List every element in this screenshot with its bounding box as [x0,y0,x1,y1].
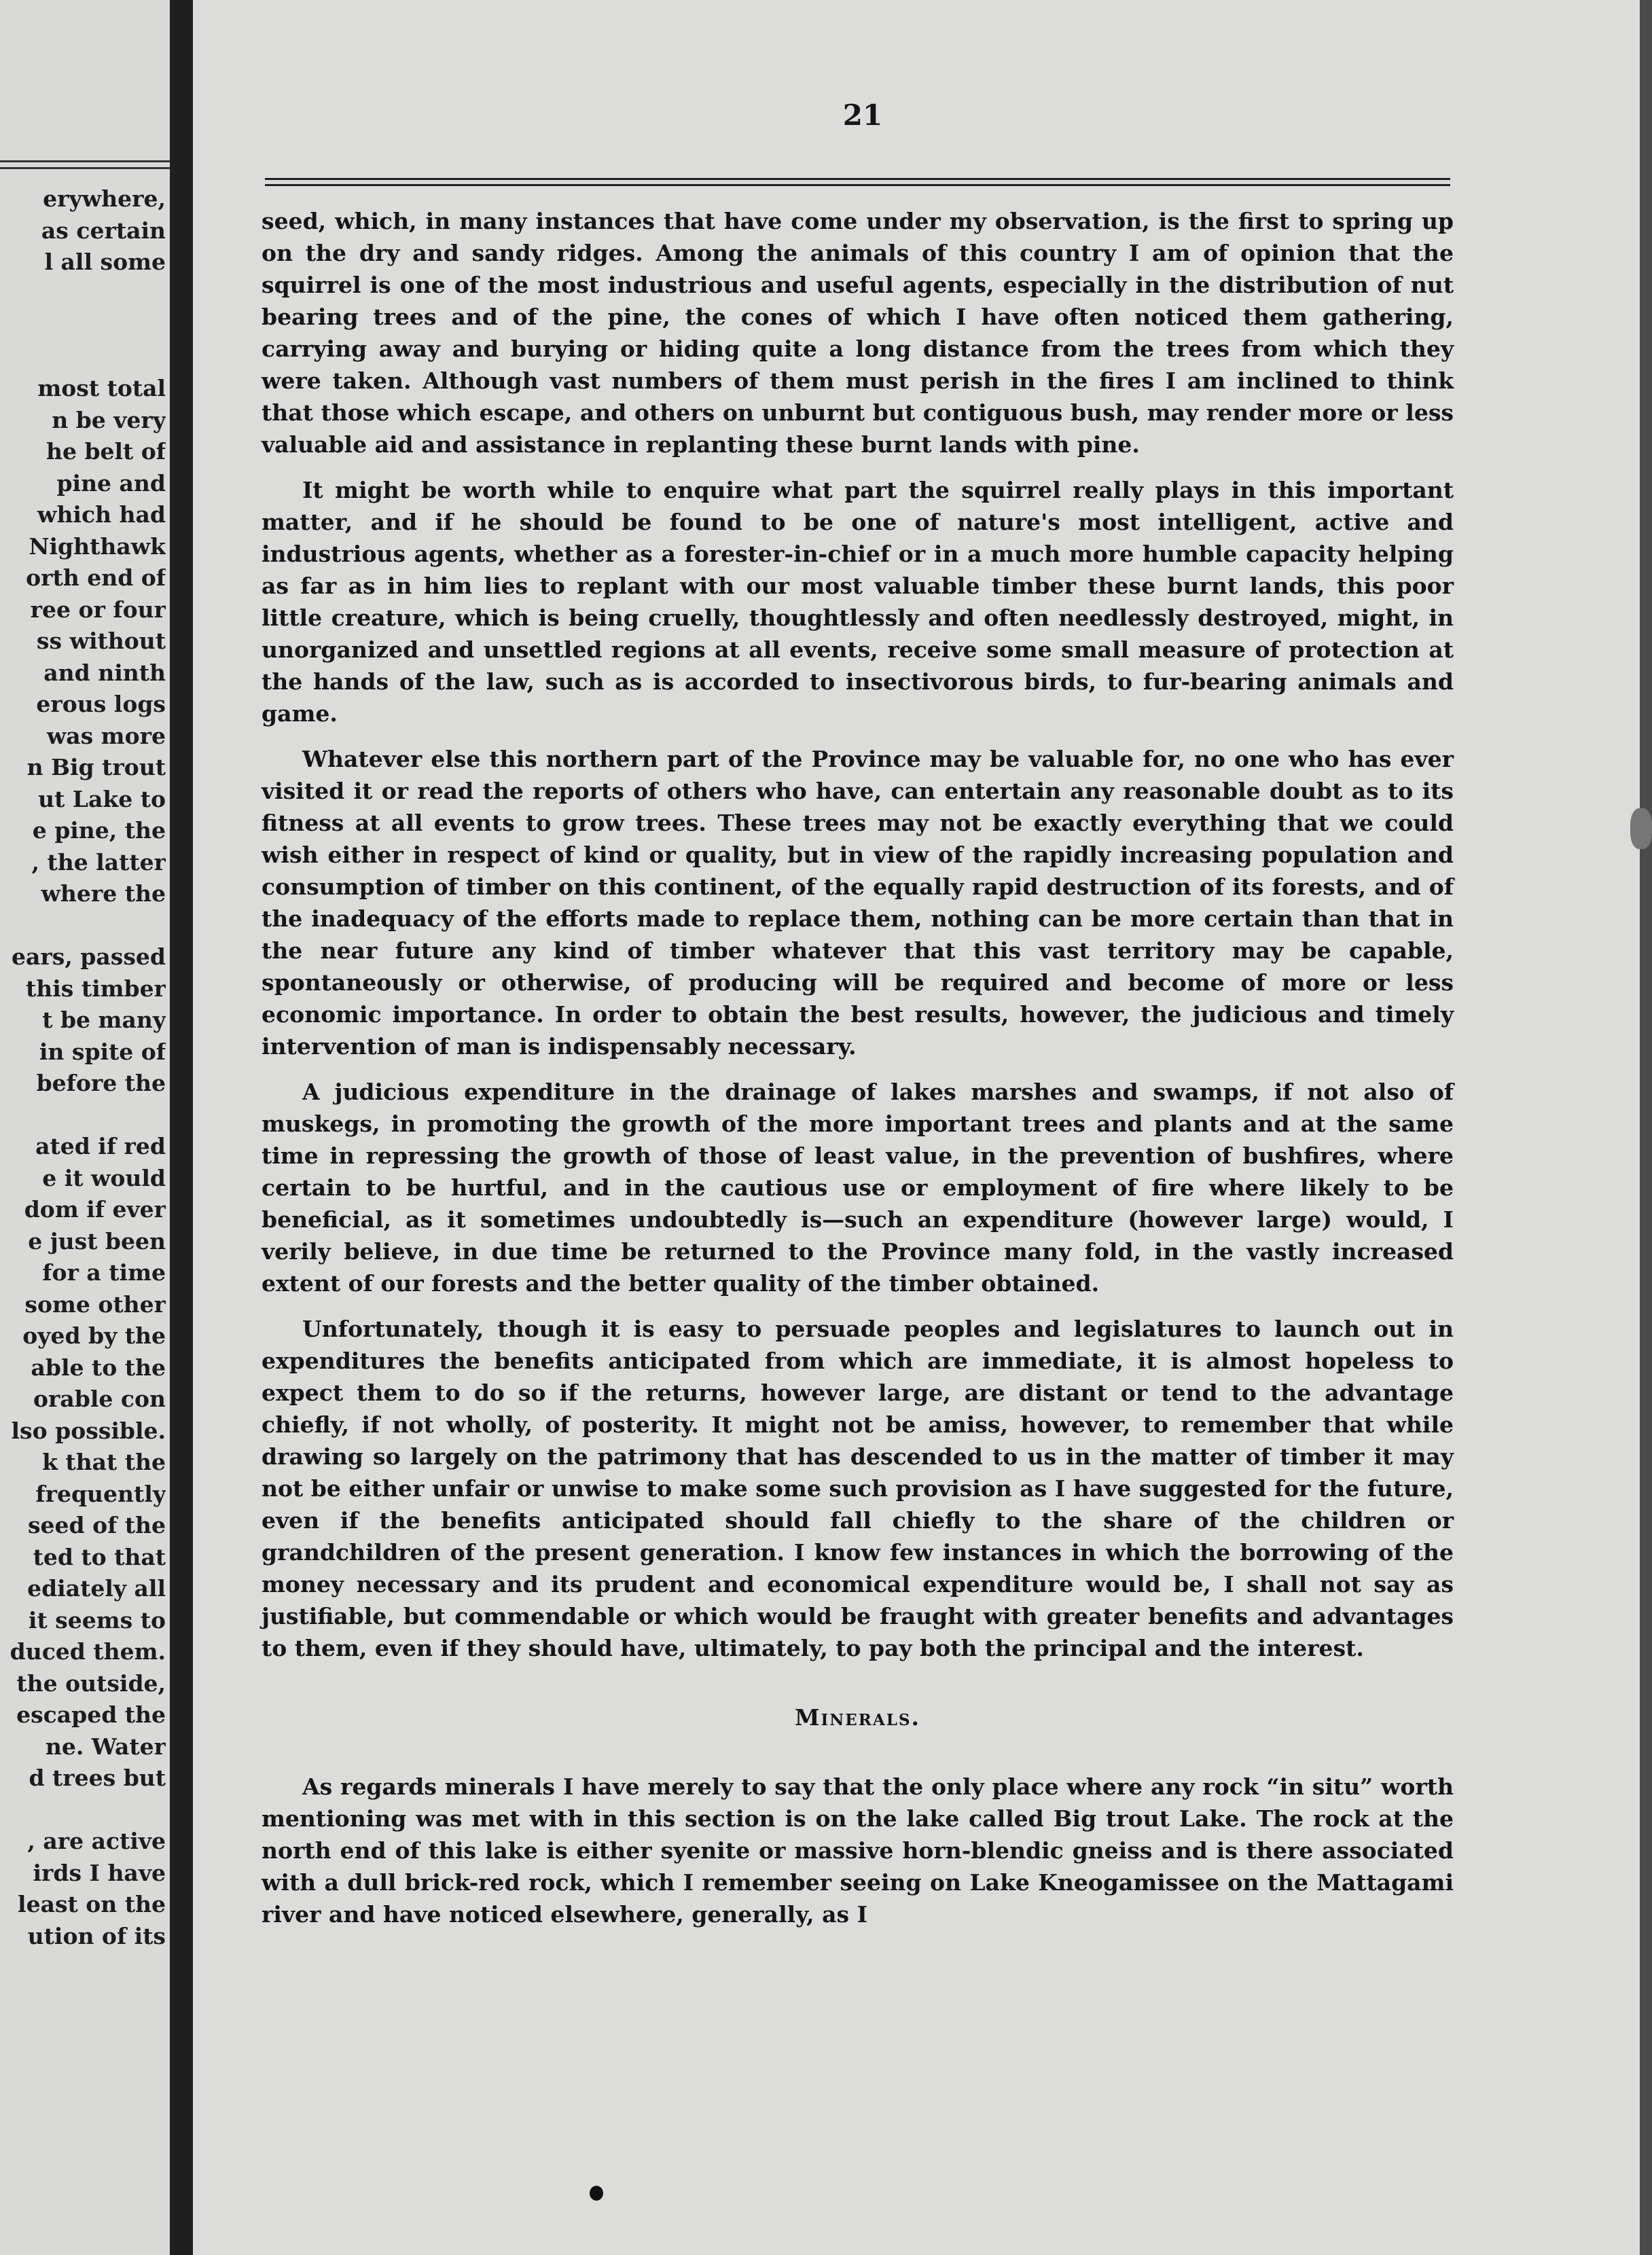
facing-page-line: it seems to [28,1606,166,1634]
header-rule [265,178,1450,180]
paragraph: A judicious expenditure in the drainage of lakes marshes and swamps, if not also of muskegs, in promoting the growth of the more important trees and plants and at the same time in repressing the growth of those of least value, in the prevention of bushfires, where certain to be hurtful, and in the cautious use or employment of fire where likely to be beneficial, as it sometimes undoubtedly is—such an expenditure (however large) would, I verily believe, in due time be returned to the Province many fold, in the vastly increased extent of our forests and the better quality of the timber obtained. [262,1079,1454,1297]
facing-page-line: able to the [31,1354,166,1381]
facing-page-line: k that the [42,1449,166,1475]
facing-page-line: l all some [44,249,166,275]
facing-page-line: n be very [52,406,166,433]
facing-page-line [0,342,166,374]
facing-page-line: this timber [26,975,166,1002]
facing-page-line: was more [46,722,166,749]
facing-page-line: t be many [42,1007,166,1033]
facing-page-line [0,310,166,342]
facing-page-line: ree or four [30,596,166,623]
facing-page-text [0,183,166,1952]
facing-page-line: Nighthawk [29,533,166,560]
paragraph: As regards minerals I have merely to say that the only place where any rock “in situ” worth mentioning was met with in this section is on the lake called Big trout Lake. The rock at the north end of this lake is either syenite or massive horn-blendic gneiss and is there associated with a dull brick-red rock, which I remember seeing on Lake Kneogamissee on the Mattagami river and have noticed elsewhere, generally, as I [262,1773,1454,1928]
facing-page-line [0,278,166,310]
facing-page-line: orth end of [26,564,166,591]
facing-page-line: and ninth [43,659,166,686]
facing-page-line: duced them. [10,1638,166,1665]
facing-page-line: lso possible. [11,1417,166,1444]
facing-page-line: frequently [35,1480,166,1507]
facing-page-line: for a time [42,1259,166,1286]
facing-page-line: ution of its [27,1922,166,1949]
paragraph: Whatever else this northern part of the Province may be valuable for, no one who has ever visited it or read the reports of others who have, can entertain any reasonable doubt as to its fitness at all events to grow trees. These trees may not be exactly everything that we could wish either in respect of kind or quality, but in view of the rapidly increasing population and consumption of timber on this continent, of the equally rapid destruction of its forests, and of the inadequacy of the efforts made to replace them, nothing can be more certain than that in the near future any kind of timber whatever that this vast territory may be capable, spontaneously or otherwise, of producing will be required and become of more or less economic importance. In order to obtain the best results, however, the judicious and timely intervention of man is indispensably necessary. [262,746,1454,1060]
facing-page-line: oyed by the [22,1322,166,1349]
facing-page-line: least on the [18,1891,166,1917]
page-body [262,205,1454,1944]
facing-page-line: e just been [28,1227,166,1255]
facing-page [0,0,170,2255]
facing-page-line: some other [24,1291,166,1318]
facing-page-line: ted to that [33,1543,166,1570]
facing-page-line [0,910,166,942]
facing-page-line: seed of the [27,1512,166,1538]
facing-page-line: ss without [36,628,166,654]
facing-page-line: erous logs [36,691,166,717]
facing-page-line: d trees but [29,1765,166,1791]
paragraph: It might be worth while to enquire what part the squirrel really plays in this important matter, and if he should be found to be one of nature's most intelligent, active and industrious agents, whether as a forester-in-chief or in a much more humble capacity helping as far as in him lies to replant with our most valuable timber these burnt lands, this poor little creature, which is being cruelly, thoughtlessly and often needlessly destroyed, might, in unorganized and unsettled regions at all events, receive some small measure of protection at the hands of the law, such as is accorded to insectivorous birds, to fur-bearing animals and game. [262,477,1454,727]
facing-page-line: , are active [27,1828,166,1854]
scan-artifact [1630,808,1652,849]
facing-page-rule [0,167,170,169]
facing-page-line: he belt of [46,438,166,465]
facing-page-line: before the [36,1070,166,1096]
facing-page-line: which had [37,501,166,528]
facing-page-line: e it would [42,1164,166,1191]
paragraph: Unfortunately, though it is easy to persuade peoples and legislatures to launch out in expenditures the benefits anticipated from which are immediate, it is almost hopeless to expect them to do so if the returns, however large, are distant or tend to the advantage chiefly, if not wholly, of posterity. It might not be amiss, however, to remember that while drawing so largely on the patrimony that has descended to us in the matter of timber it may not be either unfair or unwise to make some such provision as I have suggested for the future, even if the benefits anticipated should fall chiefly to the share of the children or grandchildren of the present generation. I know few instances in which the borrowing of the money necessary and its prudent and economical expenditure would be, I shall not say as justifiable, but commendable or which would be fraught with greater benefits and advantages to them, even if they should have, ultimately, to pay both the principal and the interest. [262,1316,1454,1661]
facing-page-line: ut Lake to [38,785,166,812]
book-gutter [170,0,193,2255]
facing-page-line: ne. Water [45,1733,166,1760]
header-rule [265,184,1450,186]
facing-page-line [0,1100,166,1132]
facing-page-line: as certain [41,217,166,244]
facing-page-line: e pine, the [32,817,166,844]
facing-page-line: n Big trout [26,754,166,780]
facing-page-line: , the latter [31,848,166,876]
facing-page-line: dom if ever [24,1196,166,1223]
facing-page-line: where the [41,880,166,907]
facing-page-line: erywhere, [43,185,166,212]
section-heading: Minerals. [794,1704,921,1731]
facing-page-line [0,1794,166,1826]
facing-page-line: irds I have [33,1859,166,1886]
page-edge [1640,0,1652,2255]
facing-page-line: ediately all [27,1575,166,1602]
facing-page-line: pine and [56,469,166,497]
paragraph: seed, which, in many instances that have come under my observation, is the first to spring up on the dry and sandy ridges. Among the animals of this country I am of opinion that the squirrel is one of the most industrious and useful agents, especially in the distribution of nut bearing trees and of the pine, the cones of which I have often noticed them gathering, carrying away and burying or hiding quite a long distance from the trees from which they were taken. Although vast numbers of them must perish in the fires I am inclined to think that those which escape, and others on unburnt but contiguous bush, may render more or less valuable aid and assistance in replanting these burnt lands with pine. [262,208,1454,458]
facing-page-rule [0,160,170,162]
page-number: 21 [842,98,883,132]
ink-spot [590,2186,603,2201]
facing-page-line: ears, passed [11,943,166,970]
facing-page-line: ated if red [35,1133,166,1159]
facing-page-line: in spite of [39,1038,166,1065]
facing-page-line: orable con [33,1386,166,1412]
facing-page-line: escaped the [16,1701,166,1728]
facing-page-line: most total [37,375,166,401]
facing-page-line: the outside, [16,1670,166,1697]
